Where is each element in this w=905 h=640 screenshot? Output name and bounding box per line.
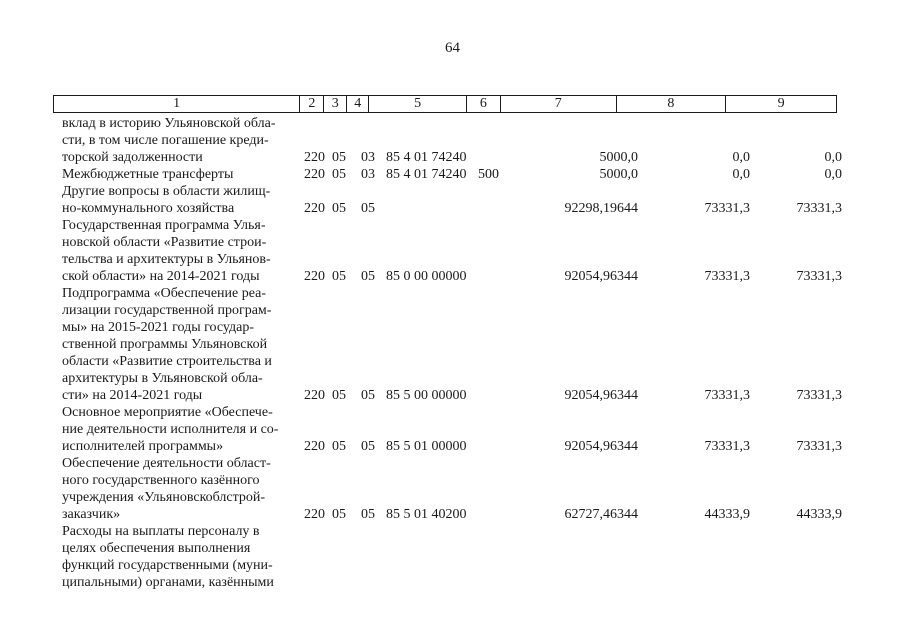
cell-col-4: 03: [361, 167, 375, 182]
cell-col-8: 0,0: [732, 167, 750, 182]
cell-col-6: [478, 574, 508, 591]
table-row: [62, 285, 842, 404]
cell-col-7: 92054,96344: [564, 439, 638, 454]
cell-col-4: [361, 574, 386, 591]
cell-col-8: 73331,3: [704, 439, 750, 454]
cell-col-6: [478, 438, 508, 455]
cell-col-8: 73331,3: [704, 269, 750, 284]
description-line: но-коммунального хозяйства: [62, 201, 235, 216]
description-line: ного государственного казённого: [62, 473, 260, 488]
description-line: сти» на 2014-2021 годы: [62, 388, 203, 403]
row-description: [62, 455, 296, 523]
row-values: [296, 166, 842, 183]
table-row: [62, 183, 842, 217]
description-line: исполнителей программы»: [62, 439, 224, 454]
cell-col-7: 92054,96344: [564, 388, 638, 403]
cell-col-5: [386, 574, 478, 591]
cell-col-4: 05: [361, 507, 375, 522]
description-line: функций государственными (муни-: [62, 558, 273, 573]
cell-col-3: 05: [332, 150, 346, 165]
table-row: [62, 404, 842, 455]
cell-col-3: [332, 574, 361, 591]
cell-col-6: 500: [478, 167, 499, 182]
cell-col-5: 85 4 01 74240: [386, 150, 467, 165]
cell-col-9: 73331,3: [796, 388, 842, 403]
header-col-4: 4: [347, 96, 369, 112]
cell-col-3: 05: [332, 439, 346, 454]
cell-col-9: [750, 574, 842, 591]
cell-col-9: 0,0: [824, 150, 842, 165]
row-values: [296, 506, 842, 523]
cell-col-9: 73331,3: [796, 201, 842, 216]
description-line: лизации государственной програм-: [62, 303, 272, 318]
description-line: торской задолженности: [62, 150, 203, 165]
cell-col-3: 05: [332, 201, 346, 216]
cell-col-3: 05: [332, 167, 346, 182]
description-line: новской области «Развитие строи-: [62, 235, 267, 250]
row-description: [62, 523, 296, 591]
cell-col-2: 220: [304, 201, 325, 216]
row-values: [296, 200, 842, 217]
header-col-9: 9: [777, 96, 785, 111]
description-line: архитектуры в Ульяновской обла-: [62, 371, 263, 386]
description-line: заказчик»: [62, 507, 121, 522]
table-row: [62, 455, 842, 523]
cell-col-4: 03: [361, 150, 375, 165]
header-col-1: 1: [54, 96, 300, 112]
cell-col-7: 92298,19644: [564, 201, 638, 216]
description-line: Подпрограмма «Обеспечение реа-: [62, 286, 267, 301]
cell-col-2: 220: [304, 388, 325, 403]
cell-col-8: 73331,3: [704, 201, 750, 216]
cell-col-7: 62727,46344: [564, 507, 638, 522]
cell-col-8: 0,0: [732, 150, 750, 165]
table-row: [62, 115, 842, 166]
description-line: вклад в историю Ульяновской обла-: [62, 116, 276, 131]
row-values: [296, 438, 842, 455]
cell-col-7: 92054,96344: [564, 269, 638, 284]
cell-col-7: [508, 574, 640, 591]
cell-col-5: 85 5 00 00000: [386, 388, 467, 403]
table-header: [53, 95, 837, 113]
row-description: [62, 404, 296, 455]
cell-col-6: [478, 149, 508, 166]
cell-col-6: [478, 387, 508, 404]
table-row: [62, 217, 842, 285]
table-body: [62, 115, 842, 591]
cell-col-6: [478, 200, 508, 217]
row-description: [62, 166, 296, 183]
cell-col-2: 220: [304, 150, 325, 165]
cell-col-4: 05: [361, 201, 375, 216]
cell-col-9: 0,0: [824, 167, 842, 182]
cell-col-9: 73331,3: [796, 439, 842, 454]
header-col-5: 5: [369, 96, 467, 112]
description-line: ципальными) органами, казёнными: [62, 575, 274, 590]
cell-col-5: [386, 200, 478, 217]
table-row: [62, 523, 842, 591]
header-col-3: 3: [324, 96, 347, 112]
cell-col-5: 85 4 01 74240: [386, 167, 467, 182]
description-line: ственной программы Ульяновской: [62, 337, 268, 352]
page-number: 64: [445, 40, 460, 56]
cell-col-5: 85 0 00 00000: [386, 269, 467, 284]
description-line: целях обеспечения выполнения: [62, 541, 251, 556]
cell-col-8: [640, 574, 750, 591]
description-line: Обеспечение деятельности област-: [62, 456, 271, 471]
cell-col-6: [478, 268, 508, 285]
description-line: Межбюджетные трансферты: [62, 167, 234, 182]
row-description: [62, 285, 296, 404]
description-line: Другие вопросы в области жилищ-: [62, 184, 271, 199]
row-description: [62, 183, 296, 217]
cell-col-8: 44333,9: [704, 507, 750, 522]
header-col-7: 7: [501, 96, 617, 112]
description-line: тельства и архитектуры в Ульянов-: [62, 252, 271, 267]
cell-col-5: 85 5 01 40200: [386, 507, 467, 522]
description-line: ской области» на 2014-2021 годы: [62, 269, 260, 284]
header-col-6: 6: [467, 96, 501, 112]
cell-col-7: 5000,0: [599, 150, 638, 165]
row-values: [296, 149, 842, 166]
table-row: [62, 166, 842, 183]
description-line: учреждения «Ульяновскоблстрой-: [62, 490, 266, 505]
cell-col-2: 220: [304, 507, 325, 522]
row-values: [296, 387, 842, 404]
description-line: Расходы на выплаты персоналу в: [62, 524, 260, 539]
cell-col-6: [478, 506, 508, 523]
description-line: Государственная программа Улья-: [62, 218, 266, 233]
cell-col-3: 05: [332, 269, 346, 284]
cell-col-7: 5000,0: [599, 167, 638, 182]
cell-col-2: 220: [304, 269, 325, 284]
row-description: [62, 217, 296, 285]
cell-col-9: 73331,3: [796, 269, 842, 284]
description-line: Основное мероприятие «Обеспече-: [62, 405, 273, 420]
cell-col-9: 44333,9: [796, 507, 842, 522]
header-col-8: 8: [617, 96, 727, 112]
cell-col-5: 85 5 01 00000: [386, 439, 467, 454]
cell-col-2: 220: [304, 167, 325, 182]
cell-col-2: 220: [304, 439, 325, 454]
description-line: области «Развитие строительства и: [62, 354, 272, 369]
cell-col-8: 73331,3: [704, 388, 750, 403]
header-col-2: 2: [300, 96, 324, 112]
cell-col-4: 05: [361, 439, 375, 454]
cell-col-3: 05: [332, 388, 346, 403]
row-values: [296, 574, 842, 591]
cell-col-3: 05: [332, 507, 346, 522]
row-values: [296, 268, 842, 285]
description-line: ние деятельности исполнителя и со-: [62, 422, 279, 437]
cell-col-2: [296, 574, 332, 591]
description-line: мы» на 2015-2021 годы государ-: [62, 320, 255, 335]
row-description: [62, 115, 296, 166]
cell-col-4: 05: [361, 269, 375, 284]
cell-col-4: 05: [361, 388, 375, 403]
description-line: сти, в том числе погашение креди-: [62, 133, 269, 148]
